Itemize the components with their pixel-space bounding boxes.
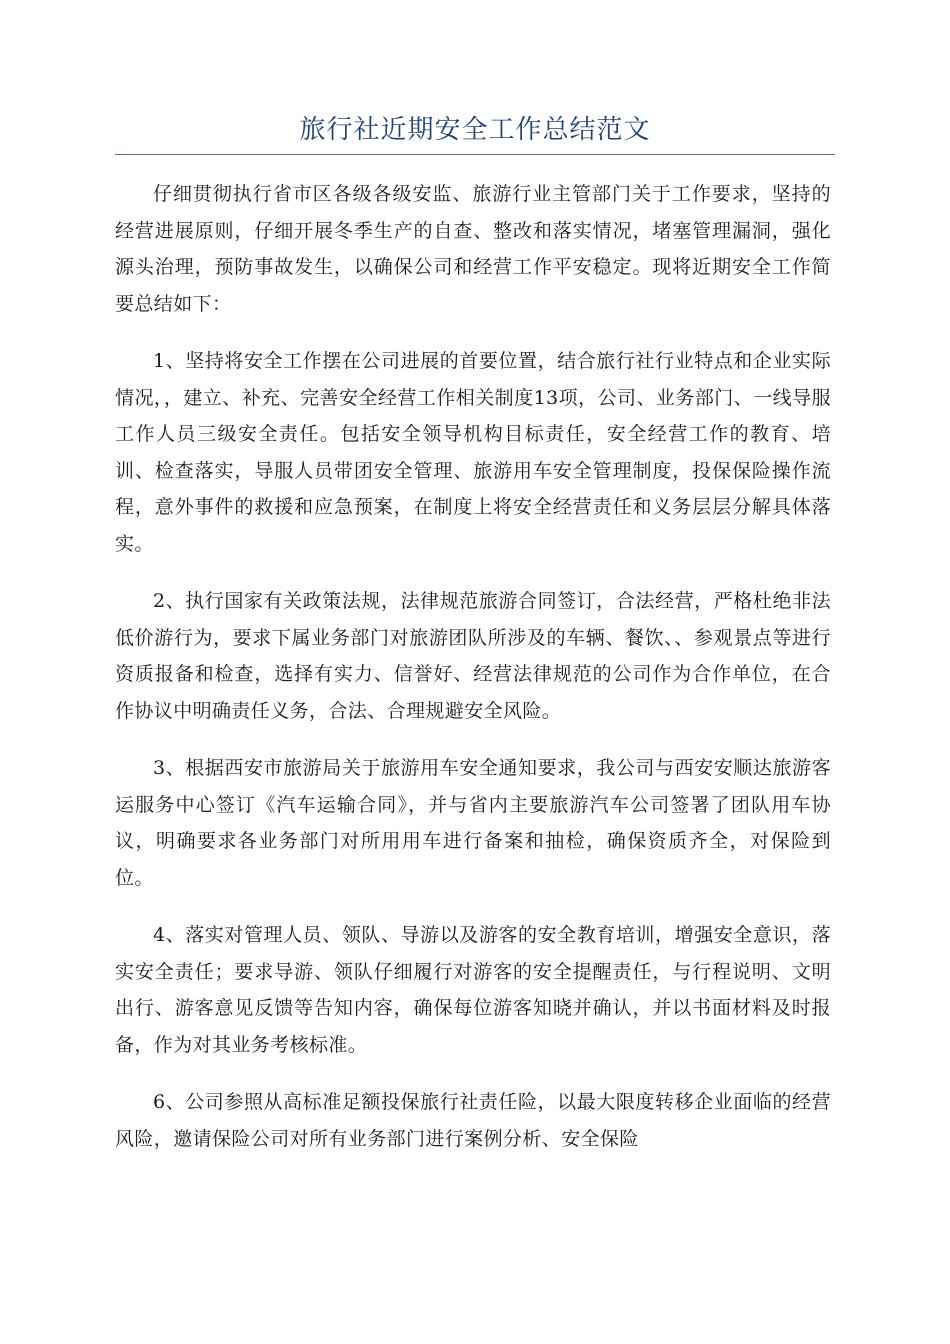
paragraph-1: 1、坚持将安全工作摆在公司进展的首要位置，结合旅行社行业特点和企业实际情况，，建立、补充、完善安全经营工作相关制度13项，公司、业务部门、一线导服工作人员三级安全责任。包括安全领导机构目标责任，安全经营工作的教育、培训、检查落实，导服人员带团安全管理、旅游用车安全管理制度，投保保险操作流程，意外事件的救援和应急预案，在制度上将安全经营责任和义务层层分解具体落实。 — [115, 350, 831, 555]
document-body — [115, 176, 831, 1178]
title-underline — [115, 154, 835, 155]
document-title: 旅行社近期安全工作总结范文 — [299, 115, 651, 145]
paragraph-3: 3、根据西安市旅游局关于旅游用车安全通知要求，我公司与西安安顺达旅游客运服务中心签订《汽车运输合同》，并与省内主要旅游汽车公司签署了团队用车协议，明确要求各业务部门对所用用车进行备案和抽检，确保资质齐全，对保险到位。 — [115, 757, 831, 889]
intro-paragraph: 仔细贯彻执行省市区各级各级安监、旅游行业主管部门关于工作要求，坚持的经营进展原则，仔细开展冬季生产的自查、整改和落实情况，堵塞管理漏洞，强化源头治理，预防事故发生，以确保公司和经营工作平安稳定。现将近期安全工作简要总结如下： — [115, 183, 831, 315]
paragraph-6: 6、公司参照从高标准足额投保旅行社责任险，以最大限度转移企业面临的经营风险，邀请保险公司对所有业务部门进行案例分析、安全保险 — [115, 1091, 831, 1150]
paragraph-2: 2、执行国家有关政策法规，法律规范旅游合同签订，合法经营，严格杜绝非法低价游行为，要求下属业务部门对旅游团队所涉及的车辆、餐饮、、参观景点等进行资质报备和检查，选择有实力、信誉好、经营法律规范的公司作为合作单位，在合作协议中明确责任义务，合法、合理规避安全风险。 — [115, 590, 831, 722]
paragraph-4: 4、落实对管理人员、领队、导游以及游客的安全教育培训，增强安全意识，落实安全责任；要求导游、领队仔细履行对游客的安全提醒责任，与行程说明、文明出行、游客意见反馈等告知内容，确保每位游客知晓并确认，并以书面材料及时报备，作为对其业务考核标准。 — [115, 924, 831, 1056]
